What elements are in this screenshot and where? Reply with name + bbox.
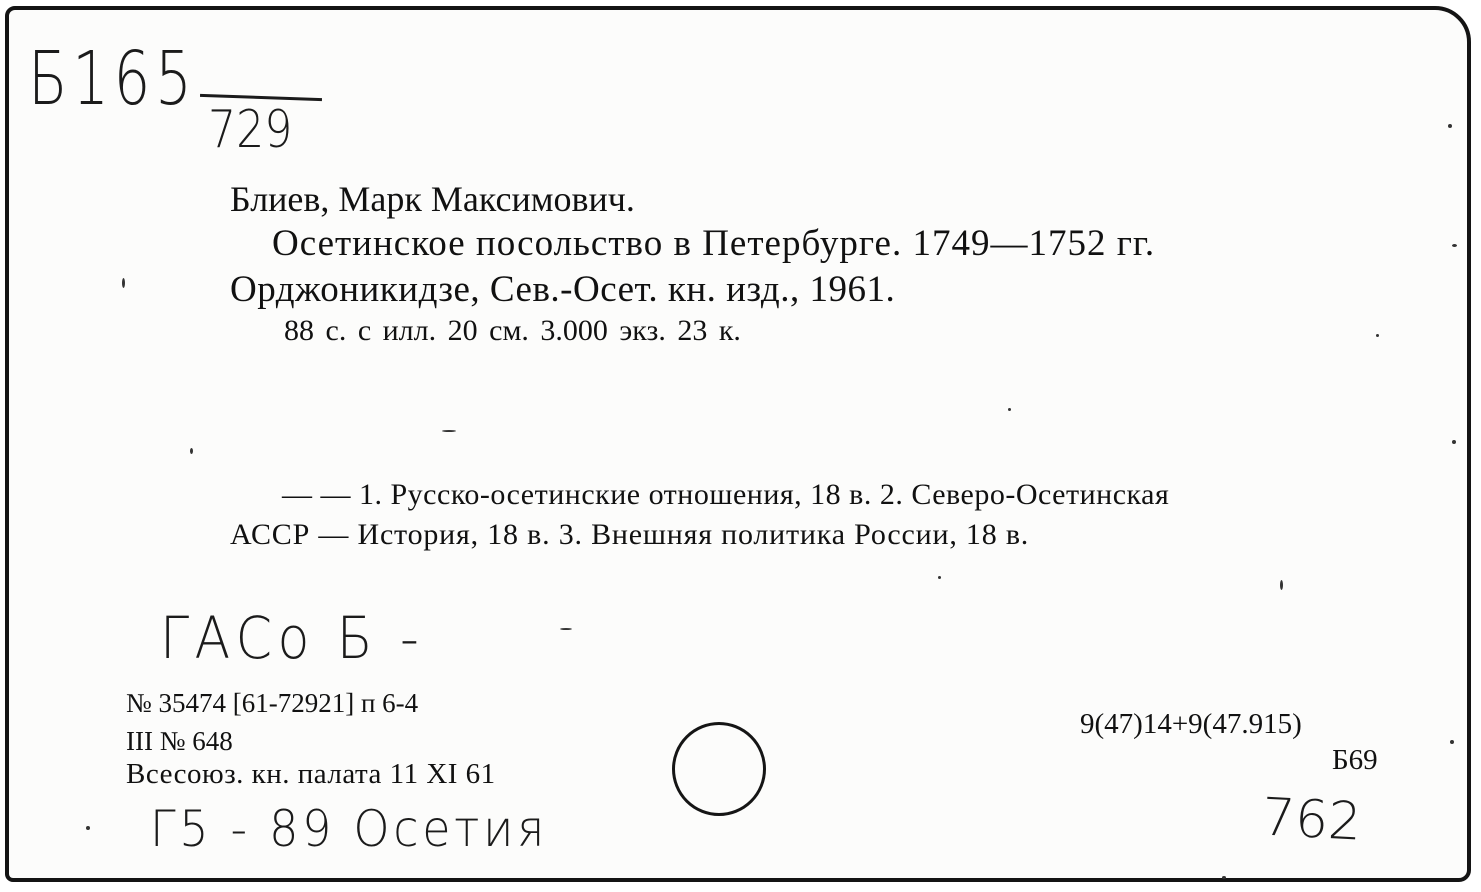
scan-speck bbox=[1280, 580, 1283, 590]
scan-speck bbox=[1376, 334, 1379, 337]
scan-speck bbox=[122, 278, 125, 288]
scan-speck bbox=[1448, 124, 1452, 128]
classification-index: 9(47)14+9(47.915) bbox=[1080, 708, 1302, 740]
author-heading: Блиев, Марк Максимович. bbox=[230, 179, 635, 219]
scan-speck bbox=[1452, 244, 1457, 247]
book-title: Осетинское посольство в Петербурге. 1749—1752 гг. bbox=[272, 223, 1156, 264]
scan-speck bbox=[1452, 440, 1456, 444]
book-chamber-line: Всесоюз. кн. палата 11 XI 61 bbox=[126, 758, 496, 790]
record-number: № 35474 [61-72921] п 6-4 bbox=[126, 688, 419, 718]
shelf-code-handwritten: Б165 bbox=[28, 36, 197, 122]
inventory-number-handwritten: 762 bbox=[1260, 787, 1363, 853]
archive-stamp-handwritten: ГАСо Б - bbox=[160, 604, 425, 672]
author-mark: Б69 bbox=[1332, 744, 1378, 776]
collation: 88 с. с илл. 20 см. 3.000 экз. 23 к. bbox=[284, 314, 741, 347]
record-series: III № 648 bbox=[126, 726, 233, 756]
card-punch-hole bbox=[672, 722, 766, 816]
location-note-handwritten: Г5 - 89 Осетия bbox=[150, 800, 548, 858]
scan-speck bbox=[1222, 876, 1226, 879]
imprint: Орджоникидзе, Сев.-Осет. кн. изд., 1961. bbox=[230, 269, 896, 310]
subject-headings-line-1: — — 1. Русско-осетинские отношения, 18 в. 2. Северо-Осетинская bbox=[282, 478, 1170, 511]
scan-speck bbox=[560, 628, 572, 630]
scan-speck bbox=[1450, 740, 1454, 744]
scan-speck bbox=[442, 430, 456, 432]
subject-headings-line-2: АССР — История, 18 в. 3. Внешняя политика России, 18 в. bbox=[230, 518, 1030, 551]
scan-speck bbox=[938, 576, 941, 579]
scan-speck bbox=[86, 826, 90, 830]
scan-speck bbox=[190, 448, 193, 454]
scan-speck bbox=[1008, 408, 1011, 411]
shelf-code-subnumber: 729 bbox=[208, 100, 293, 160]
